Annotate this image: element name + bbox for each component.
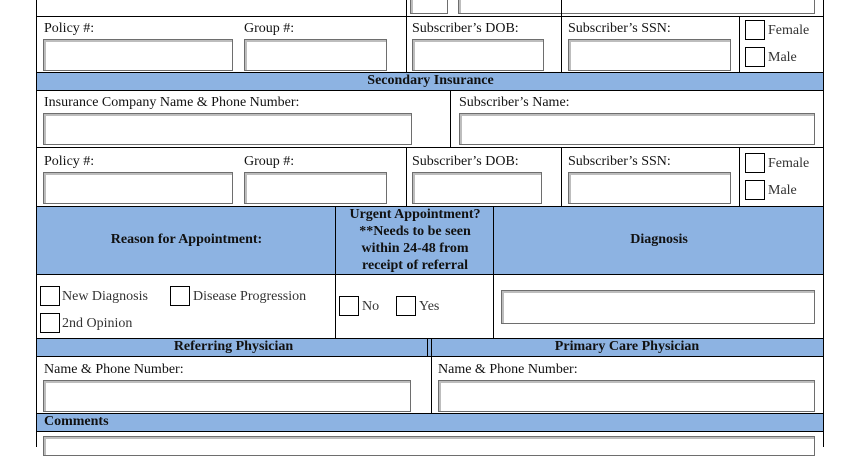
secondary-policy-label: Policy #: (44, 154, 95, 169)
secondary-male-label: Male (768, 183, 797, 198)
primary-policy-label: Policy #: (44, 21, 95, 36)
referring-title: Referring Physician (173, 339, 294, 354)
divider (406, 0, 407, 73)
prev-field-right[interactable] (458, 0, 815, 14)
referring-name-phone-field[interactable] (43, 380, 411, 412)
disease-progression-checkbox[interactable] (170, 286, 190, 306)
urgent-header-line1: Urgent Appointment? (349, 207, 481, 222)
new-diagnosis-checkbox[interactable] (40, 286, 60, 306)
divider (37, 16, 824, 17)
divider (493, 206, 494, 339)
second-opinion-label: 2nd Opinion (62, 316, 133, 331)
secondary-ssn-label: Subscriber’s SSN: (568, 154, 671, 169)
comments-field[interactable] (43, 436, 815, 456)
primary-ssn-field[interactable] (568, 39, 731, 71)
urgent-header-line4: receipt of referral (362, 258, 468, 273)
divider (561, 0, 562, 73)
primary-policy-field[interactable] (43, 39, 233, 71)
divider (335, 206, 336, 339)
divider (427, 338, 428, 356)
primary-dob-field[interactable] (412, 39, 544, 71)
divider (406, 147, 407, 207)
primary-male-checkbox[interactable] (745, 47, 765, 67)
secondary-male-checkbox[interactable] (745, 180, 765, 200)
second-opinion-checkbox[interactable] (40, 313, 60, 333)
comments-title: Comments (44, 414, 109, 429)
divider (37, 431, 824, 432)
secondary-female-label: Female (768, 156, 810, 171)
secondary-company-field[interactable] (43, 113, 412, 145)
primary-female-label: Female (768, 23, 810, 38)
diagnosis-field[interactable] (501, 290, 815, 324)
secondary-group-field[interactable] (244, 172, 387, 204)
primary-care-name-phone-field[interactable] (438, 380, 815, 412)
divider (431, 338, 432, 414)
primary-female-checkbox[interactable] (745, 20, 765, 40)
secondary-ssn-field[interactable] (568, 172, 731, 204)
urgent-yes-label: Yes (419, 299, 440, 314)
disease-progression-label: Disease Progression (193, 289, 307, 304)
urgent-no-checkbox[interactable] (339, 296, 359, 316)
urgent-yes-checkbox[interactable] (396, 296, 416, 316)
secondary-group-label: Group #: (244, 154, 295, 169)
divider (450, 90, 451, 147)
prev-field-left[interactable] (410, 0, 448, 14)
primary-male-label: Male (768, 50, 797, 65)
divider (37, 90, 824, 91)
diagnosis-header: Diagnosis (630, 232, 688, 247)
table-border-left (36, 0, 37, 447)
secondary-policy-field[interactable] (43, 172, 233, 204)
secondary-female-checkbox[interactable] (745, 153, 765, 173)
secondary-dob-field[interactable] (412, 172, 542, 204)
primary-dob-label: Subscriber’s DOB: (412, 21, 519, 36)
comments-header-band (37, 414, 824, 431)
divider (37, 206, 824, 207)
referring-name-phone-label: Name & Phone Number: (44, 362, 184, 377)
primary-care-name-phone-label: Name & Phone Number: (438, 362, 578, 377)
new-diagnosis-label: New Diagnosis (62, 289, 148, 304)
primary-group-label: Group #: (244, 21, 295, 36)
divider (37, 274, 824, 275)
urgent-header-line3: within 24-48 from (361, 241, 469, 256)
table-border-right (823, 0, 824, 447)
divider (739, 16, 740, 73)
reason-header: Reason for Appointment: (110, 232, 263, 247)
divider (37, 72, 824, 73)
primary-care-title: Primary Care Physician (554, 339, 700, 354)
urgent-no-label: No (362, 299, 380, 314)
primary-ssn-label: Subscriber’s SSN: (568, 21, 671, 36)
divider (739, 147, 740, 207)
secondary-dob-label: Subscriber’s DOB: (412, 154, 519, 169)
divider (37, 147, 824, 148)
secondary-company-label: Insurance Company Name & Phone Number: (44, 95, 300, 110)
divider (561, 147, 562, 207)
secondary-title: Secondary Insurance (367, 73, 494, 88)
urgent-header-line2: **Needs to be seen (359, 224, 471, 239)
primary-group-field[interactable] (244, 39, 387, 71)
secondary-subscriber-name-label: Subscriber’s Name: (459, 95, 570, 110)
divider (37, 413, 824, 414)
secondary-subscriber-name-field[interactable] (459, 113, 815, 145)
